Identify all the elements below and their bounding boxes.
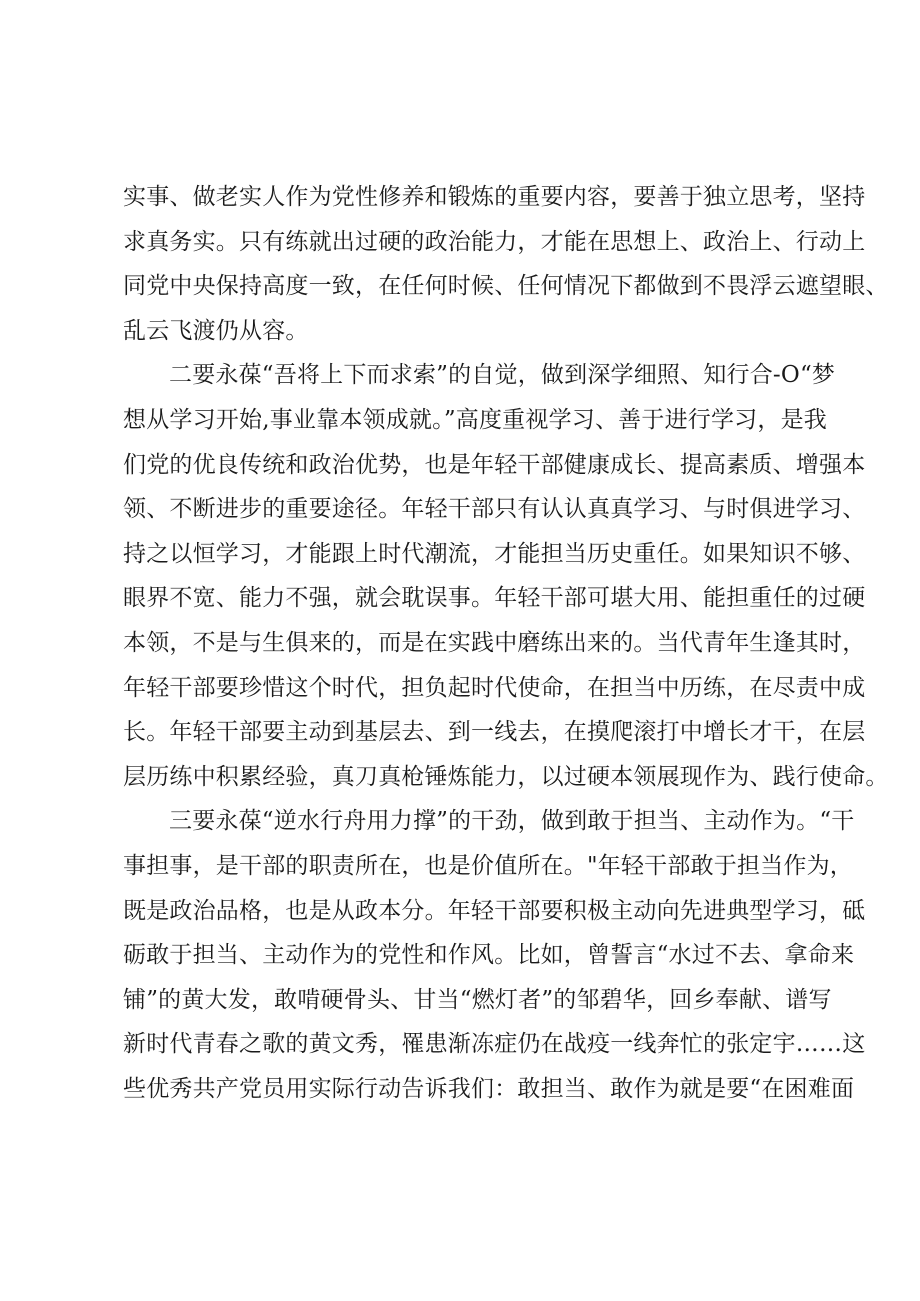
text-line: 本领，不是与生俱来的，而是在实践中磨练出来的。当代青年生逢其时， [123, 629, 866, 656]
text-line: 砺敢于担当、主动作为的党性和作风。比如，曾誓言“水过不去、拿命来 [123, 942, 855, 969]
paragraph-2 [123, 353, 889, 799]
text-line: 层历练中积累经验，真刀真枪锤炼能力，以过硬本领展现作为、践行使命。 [123, 763, 889, 790]
text-line: 想从学习开始,事业靠本领成就。”高度重视学习、善于进行学习，是我 [123, 406, 827, 433]
text-line: 既是政治品格，也是从政本分。年轻干部要积极主动向先进典型学习，砥 [123, 897, 866, 924]
text-line: 些优秀共产党员用实际行动告诉我们：敢担当、敢作为就是要“在困难面 [123, 1075, 855, 1102]
text-line: 眼界不宽、能力不强，就会耽误事。年轻干部可堪大用、能担重任的过硬 [123, 585, 866, 612]
text-line: 求真务实。只有练就出过硬的政治能力，才能在思想上、政治上、行动上 [123, 228, 866, 255]
text-line: 同党中央保持高度一致，在任何时候、任何情况下都做到不畏浮云遮望眼、 [123, 273, 889, 300]
text-line: 乱云飞渡仍从容。 [123, 317, 309, 344]
paragraph-1 [123, 175, 889, 353]
text-line: 新时代青春之歌的黄文秀，罹患渐冻症仍在战疫一线奔忙的张定宇……这 [123, 1031, 866, 1058]
text-line: 三要永葆“逆水行舟用力撑”的干劲，做到敢于担当、主动作为。“干 [169, 808, 855, 835]
text-line: 年轻干部要珍惜这个时代，担负起时代使命，在担当中历练，在尽责中成 [123, 674, 866, 701]
text-line: 事担事，是干部的职责所在，也是价值所在。"年轻干部敢于担当作为， [123, 852, 853, 879]
paragraph-3 [123, 799, 866, 1111]
document-body [123, 175, 889, 1111]
text-line: 长。年轻干部要主动到基层去、到一线去，在摸爬滚打中增长才干，在层 [123, 719, 866, 746]
text-line: 持之以恒学习，才能跟上时代潮流，才能担当历史重任。如果知识不够、 [123, 540, 866, 567]
text-line: 二要永葆“吾将上下而求索”的自觉，做到深学细照、知行合-O“梦 [169, 362, 836, 389]
text-line: 实事、做老实人作为党性修养和锻炼的重要内容，要善于独立思考，坚持 [123, 184, 866, 210]
text-line: 领、不断进步的重要途径。年轻干部只有认认真真学习、与时俱进学习、 [123, 496, 866, 523]
text-line: 们党的优良传统和政治优势，也是年轻干部健康成长、提高素质、增强本 [123, 451, 866, 478]
text-line: 铺”的黄大发，敢啃硬骨头、甘当“燃灯者”的邹碧华，回乡奉献、谱写 [123, 986, 832, 1013]
